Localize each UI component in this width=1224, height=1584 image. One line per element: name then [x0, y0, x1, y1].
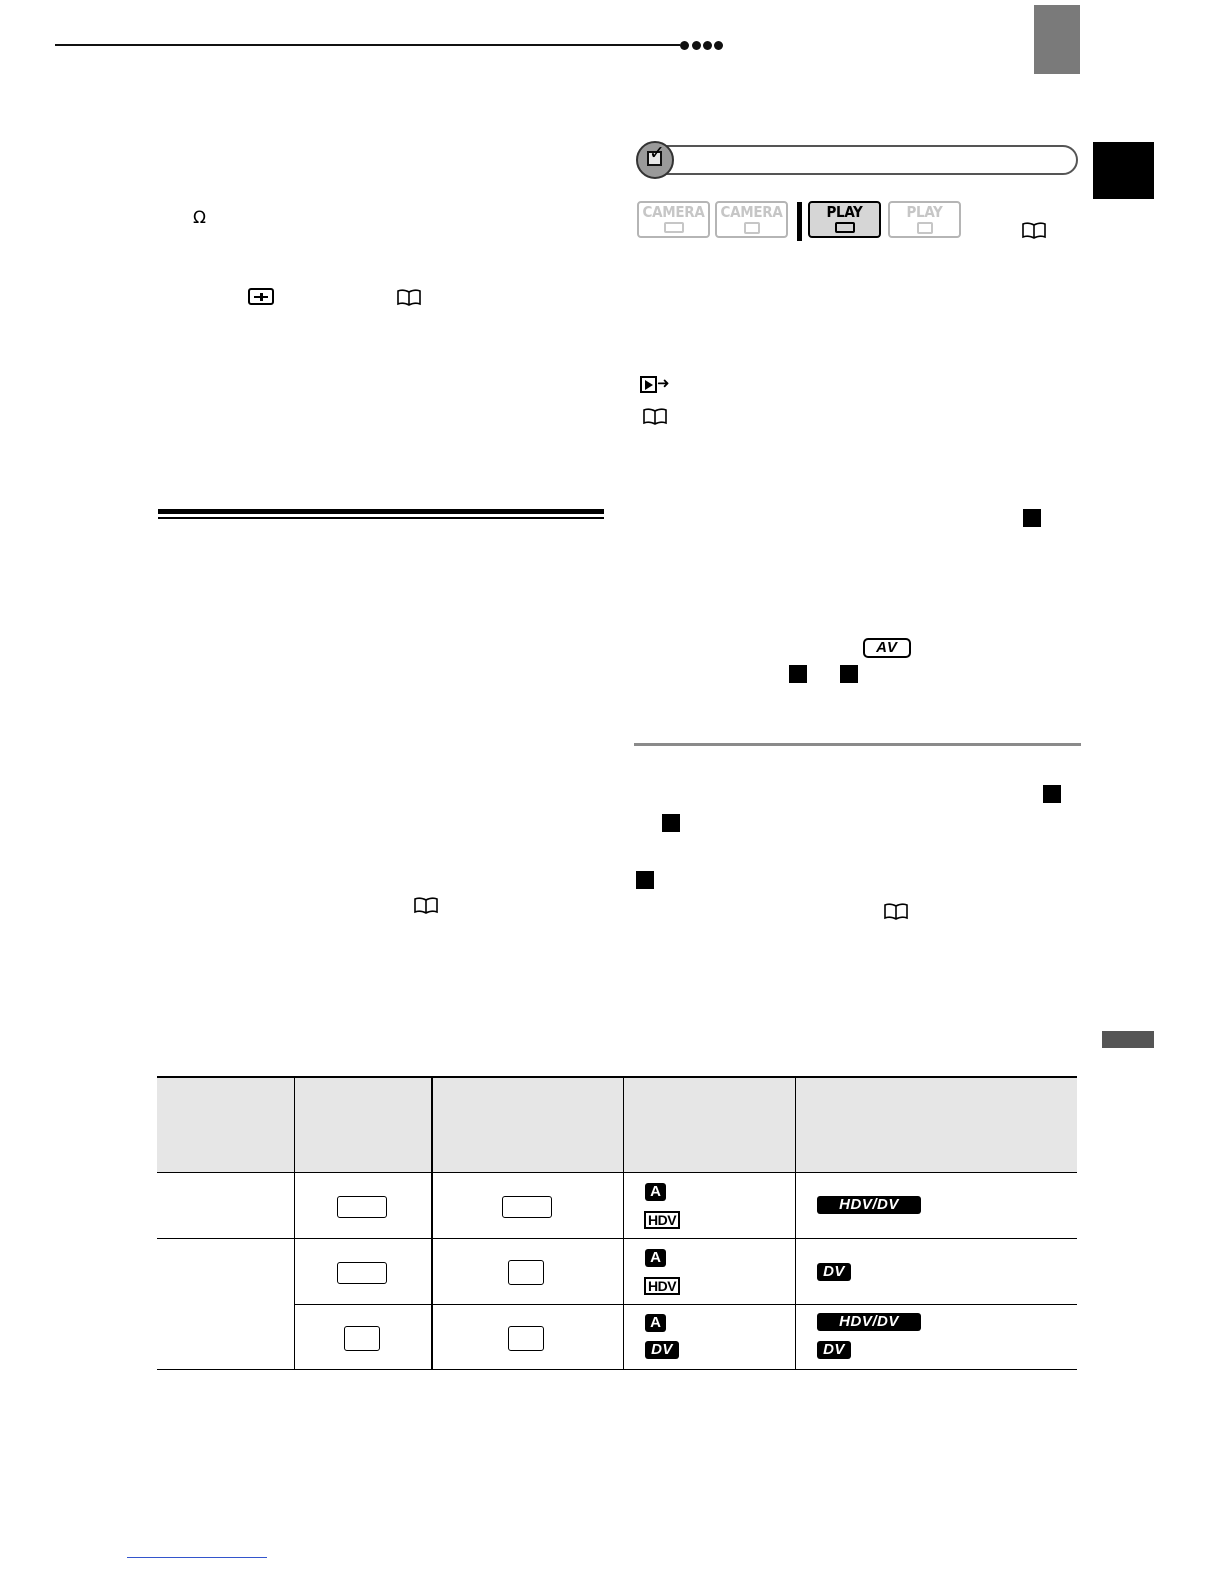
step-marker [662, 814, 680, 832]
step-marker [840, 665, 858, 683]
step-marker [1023, 509, 1041, 527]
av-terminal-icon: AV [863, 638, 911, 658]
footer-link-line[interactable] [127, 1557, 267, 1558]
setting-button-icon [337, 1262, 387, 1284]
table-row-1-badge-hdv: HDV [644, 1211, 680, 1229]
card-icon [744, 222, 760, 234]
book-reference-icon [397, 289, 421, 306]
lcd-button-icon [248, 288, 274, 305]
table-row-3-badge-dv: DV [645, 1341, 679, 1359]
mode-label: PLAY [826, 203, 863, 221]
mode-camera-tape-button[interactable] [637, 201, 710, 238]
setting-button-icon [337, 1196, 387, 1218]
table-row-3-badge-a: A [645, 1314, 666, 1332]
mode-divider [797, 202, 802, 241]
playback-icon [640, 376, 657, 393]
book-reference-icon [1022, 222, 1046, 239]
mode-label: PLAY [906, 203, 943, 221]
table-row-2-badge-dv: DV [817, 1263, 851, 1281]
header-dot [714, 41, 723, 50]
header-dot [703, 41, 712, 50]
output-settings-table [157, 1076, 1077, 1370]
table-row-1-badge-a: A [645, 1183, 666, 1201]
mode-play-tape-button[interactable] [808, 201, 881, 238]
table-row-3-badge-dv2: DV [817, 1341, 851, 1359]
setting-button-icon [344, 1326, 380, 1351]
section-tab[interactable] [1102, 1031, 1154, 1048]
subsection-rule [634, 743, 1081, 746]
table-row-3-badge-hdvdv: HDV/DV [817, 1313, 921, 1331]
tape-icon [835, 222, 855, 233]
step-marker [789, 665, 807, 683]
mode-label: CAMERA [720, 203, 783, 221]
book-reference-icon [414, 897, 438, 914]
table-row-1-badge-hdvdv: HDV/DV [817, 1196, 921, 1214]
section-rule [158, 509, 604, 514]
table-row-2-badge-hdv: HDV [644, 1277, 680, 1295]
headphone-icon: Ω [193, 208, 206, 228]
mode-label: CAMERA [642, 203, 705, 221]
mode-play-card-button[interactable] [888, 201, 961, 238]
chapter-tab[interactable] [1034, 5, 1080, 74]
step-marker [1043, 785, 1061, 803]
tape-icon [664, 222, 684, 233]
table-row-2-badge-a: A [645, 1249, 666, 1267]
table-header [157, 1078, 1077, 1172]
section-rule [158, 517, 604, 519]
setting-button-icon [502, 1196, 552, 1218]
header-dot [680, 41, 689, 50]
setting-button-icon [508, 1260, 544, 1285]
header-rule [55, 44, 680, 46]
step-marker [636, 871, 654, 889]
arrow-icon: ➜ [657, 374, 670, 392]
book-reference-icon [884, 903, 908, 920]
book-reference-icon [643, 408, 667, 425]
section-header-bar [640, 145, 1078, 175]
setting-button-icon [508, 1326, 544, 1351]
header-dot [692, 41, 701, 50]
mode-camera-card-button[interactable] [715, 201, 788, 238]
checkbox-icon: ✓ [636, 141, 674, 179]
language-tab[interactable] [1093, 142, 1154, 199]
card-icon [917, 222, 933, 234]
